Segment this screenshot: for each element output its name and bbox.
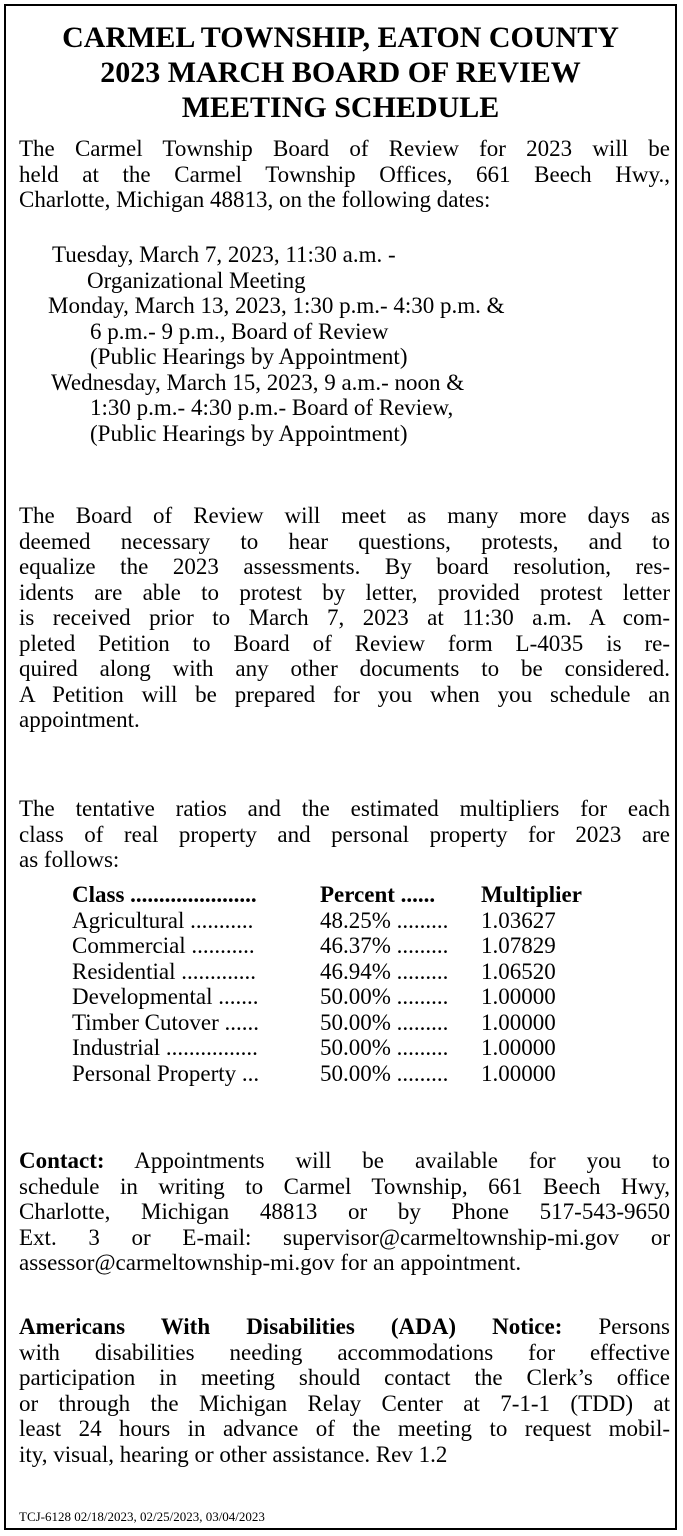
ada-line: participation in meeting should contact the Clerk’s office [19, 1365, 670, 1390]
review-line: quired along with any other documents to be considered. [19, 656, 670, 681]
row-multiplier: 1.07829 [481, 933, 556, 958]
schedule-tuesday-desc: Organizational Meeting [87, 267, 306, 293]
contact-text: Appointments will be available for you to [134, 1148, 671, 1173]
header-class: Class ...................... [72, 882, 257, 907]
title-line-2: 2023 MARCH BOARD OF REVIEW [100, 56, 581, 89]
schedule-tuesday-date: Tuesday, March 7, 2023, 11:30 a.m. - [52, 242, 396, 267]
row-multiplier: 1.03627 [481, 907, 556, 933]
header-multiplier: Multiplier [481, 882, 582, 907]
review-line: deemed necessary to hear questions, protests, and to [19, 528, 670, 554]
ada-line-1 [19, 1314, 670, 1340]
row-percent: 46.37% ......... [320, 933, 449, 958]
row-multiplier: 1.00000 [481, 1009, 556, 1035]
row-percent: 50.00% ......... [320, 1035, 449, 1060]
ratios-intro-line: class of real property and personal property for 2023 are [19, 821, 670, 847]
meeting-schedule [6, 242, 679, 446]
contact-line-1 [19, 1148, 670, 1174]
row-class: Residential ............. [72, 958, 256, 984]
row-class: Agricultural ........... [72, 907, 254, 933]
review-line: The Board of Review will meet as many more days as [19, 503, 670, 528]
ada-line: ity, visual, hearing or other assistance. Rev 1.2 [19, 1441, 448, 1467]
intro-line: held at the Carmel Township Offices, 661 Beech Hwy., [19, 161, 670, 187]
contact-line: schedule in writing to Carmel Township, 661 Beech Hwy, [19, 1173, 670, 1199]
ada-paragraph [19, 1314, 670, 1467]
schedule-monday-time: 6 p.m.- 9 p.m., Board of Review [90, 318, 389, 344]
row-percent: 50.00% ......... [320, 1060, 449, 1086]
row-class: Developmental ....... [72, 984, 259, 1009]
publication-code: TCJ-6128 02/18/2023, 02/25/2023, 03/04/2023 [19, 1509, 265, 1524]
ada-line: with disabilities needing accommodations for effective [19, 1339, 670, 1365]
contact-line: Charlotte, Michigan 48813 or by Phone 517-543-9650 [19, 1199, 670, 1224]
row-class: Timber Cutover ...... [72, 1009, 259, 1035]
schedule-monday-date: Monday, March 13, 2023, 1:30 p.m.- 4:30 p.m. & [48, 293, 505, 318]
review-line: equalize the 2023 assessments. By board resolution, res- [19, 554, 670, 579]
row-class: Industrial ................ [72, 1035, 258, 1060]
review-line: A Petition will be prepared for you when you schedule an [19, 681, 670, 707]
contact-line: Ext. 3 or E-mail: supervisor@carmeltownship-mi.gov or [19, 1224, 670, 1250]
row-multiplier: 1.00000 [481, 1035, 556, 1060]
row-percent: 50.00% ......... [320, 1009, 449, 1035]
review-line: appointment. [19, 707, 140, 732]
ada-label: Americans With Disabilities (ADA) Notice: [19, 1314, 563, 1339]
contact-paragraph [19, 1148, 670, 1276]
contact-label: Contact: [19, 1148, 105, 1173]
contact-line: assessor@carmeltownship-mi.gov for an appointment. [19, 1250, 522, 1275]
ada-line: least 24 hours in advance of the meeting to request mobil- [19, 1416, 670, 1441]
schedule-wednesday-date: Wednesday, March 15, 2023, 9 a.m.- noon & [51, 369, 465, 395]
title-line-3: MEETING SCHEDULE [181, 91, 500, 124]
review-line: is received prior to March 7, 2023 at 11:30 a.m. A com- [19, 605, 670, 630]
legal-notice [4, 4, 677, 1530]
ratios-intro-paragraph [19, 796, 670, 873]
review-paragraph [19, 503, 670, 733]
title-line-1: CARMEL TOWNSHIP, EATON COUNTY [62, 21, 619, 54]
row-multiplier: 1.00000 [481, 984, 556, 1009]
row-multiplier: 1.00000 [481, 1060, 556, 1086]
schedule-wednesday-note: (Public Hearings by Appointment) [90, 420, 408, 446]
schedule-monday-note: (Public Hearings by Appointment) [90, 344, 408, 369]
row-percent: 46.94% ......... [320, 958, 449, 984]
intro-line: The Carmel Township Board of Review for 2023 will be [19, 136, 670, 161]
review-line: idents are able to protest by letter, provided protest letter [19, 579, 670, 605]
notice-title [6, 20, 675, 125]
row-percent: 50.00% ......... [320, 984, 449, 1009]
intro-paragraph [19, 136, 670, 213]
row-class: Commercial ........... [72, 933, 255, 958]
intro-line: Charlotte, Michigan 48813, on the following dates: [19, 187, 491, 212]
row-multiplier: 1.06520 [481, 958, 556, 984]
ada-line: or through the Michigan Relay Center at 7-1-1 (TDD) at [19, 1390, 670, 1416]
ada-text: Persons [598, 1314, 670, 1339]
row-percent: 48.25% ......... [320, 907, 449, 933]
header-percent: Percent ...... [320, 882, 436, 907]
review-line: pleted Petition to Board of Review form L-4035 is re- [19, 630, 670, 656]
schedule-wednesday-time: 1:30 p.m.- 4:30 p.m.- Board of Review, [90, 395, 454, 420]
row-class: Personal Property ... [72, 1060, 260, 1086]
ratios-intro-line: The tentative ratios and the estimated multipliers for each [19, 796, 670, 821]
ratios-intro-line: as follows: [19, 847, 120, 872]
